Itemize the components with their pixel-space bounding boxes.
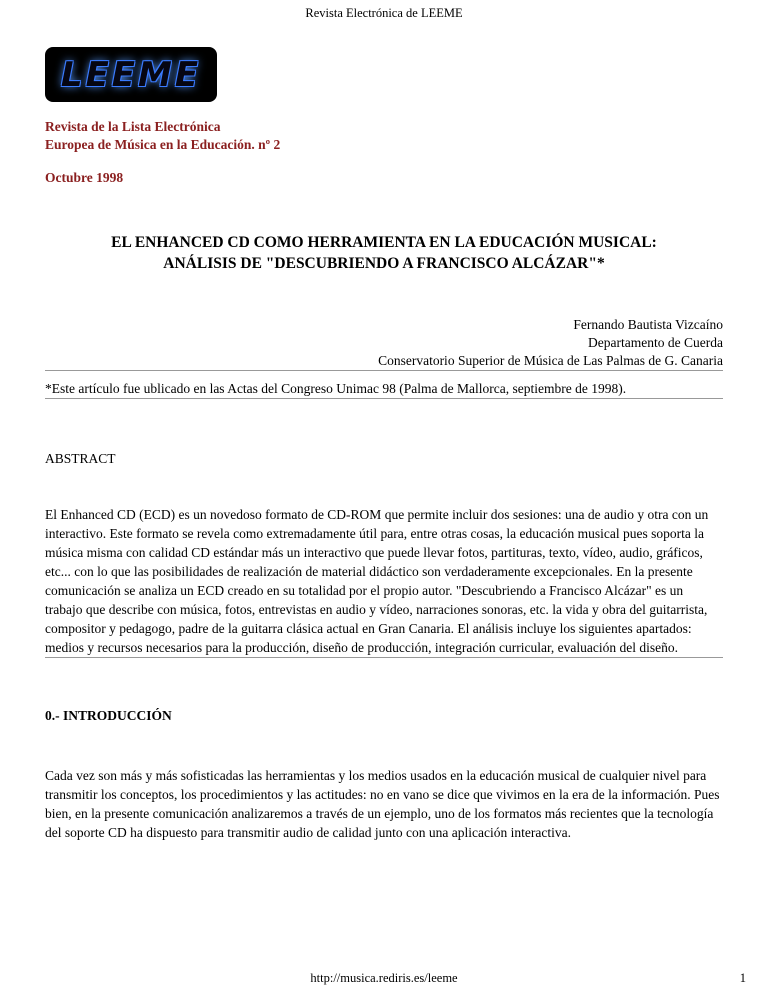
divider xyxy=(45,657,723,658)
leeme-logo xyxy=(45,47,217,102)
article-title-line-1: EL ENHANCED CD COMO HERRAMIENTA EN LA EDUCACIÓN MUSICAL: xyxy=(111,234,657,251)
author-block xyxy=(45,316,723,370)
article-title-line-2: ANÁLISIS DE "DESCUBRIENDO A FRANCISCO ALCÁZAR"* xyxy=(163,255,605,272)
article-title xyxy=(45,232,723,274)
abstract-heading: ABSTRACT xyxy=(45,451,116,466)
abstract-paragraph: El Enhanced CD (ECD) es un novedoso formato de CD-ROM que permite incluir dos sesiones: una de audio y otra con un interactivo. Este formato se revela como extremadamente útil para, entre otras cosas, la educación musical pues soporta la música misma con calidad CD estándar más un interactivo que puede llevar fotos, partituras, texto, vídeo, audio, gráficos, etc... con lo que las posibilidades de realización de material didáctico son verdaderamente excepcionales. En la presente comunicación se analiza un ECD creado en su totalidad por el propio autor. "Descubriendo a Francisco Alcázar" es un trabajo que describe con música, fotos, entrevistas en audio y vídeo, narraciones sonoras, etc. la vida y obra del guitarrista, compositor y pedagogo, padre de la guitarra clásica actual en Gran Canaria. El análisis incluye los siguientes apartados: medios y recursos necesarios para la producción, diseño de producción, integración curricular, evaluación del diseño. xyxy=(45,507,709,655)
page-content xyxy=(0,47,768,842)
author-department: Departamento de Cuerda xyxy=(588,335,723,350)
divider xyxy=(45,370,723,371)
divider xyxy=(45,398,723,399)
page-footer xyxy=(0,971,768,986)
issue-date: Octubre 1998 xyxy=(45,170,124,185)
author-name: Fernando Bautista Vizcaíno xyxy=(573,317,723,332)
masthead-line-1: Revista de la Lista Electrónica xyxy=(45,119,221,134)
author-institution: Conservatorio Superior de Música de Las Palmas de G. Canaria xyxy=(378,353,723,368)
masthead xyxy=(45,118,723,154)
page-number: 1 xyxy=(739,971,746,985)
footer-url-link[interactable]: http://musica.rediris.es/leeme xyxy=(310,971,458,985)
masthead-line-2: Europea de Música en la Educación. nº 2 xyxy=(45,137,281,152)
section-0-paragraph: Cada vez son más y más sofisticadas las herramientas y los medios usados en la educación musical de cualquier nivel para transmitir los conceptos, los procedimientos y las actitudes: no en vano se dice que vivimos en la era de la información. Pues bien, en la presente comunicación analizaremos a través de un ejemplo, uno de los formatos más recientes que la tecnología del soporte CD ha dispuesto para transmitir audio de calidad junto con una aplicación interactiva. xyxy=(45,768,720,840)
article-footnote: *Este artículo fue ublicado en las Actas del Congreso Unimac 98 (Palma de Mallorca, septiembre de 1998). xyxy=(45,381,627,396)
section-0-heading: 0.- INTRODUCCIÓN xyxy=(45,708,172,723)
running-head: Revista Electrónica de LEEME xyxy=(305,6,463,20)
leeme-logo-text: LEEME xyxy=(60,54,202,95)
